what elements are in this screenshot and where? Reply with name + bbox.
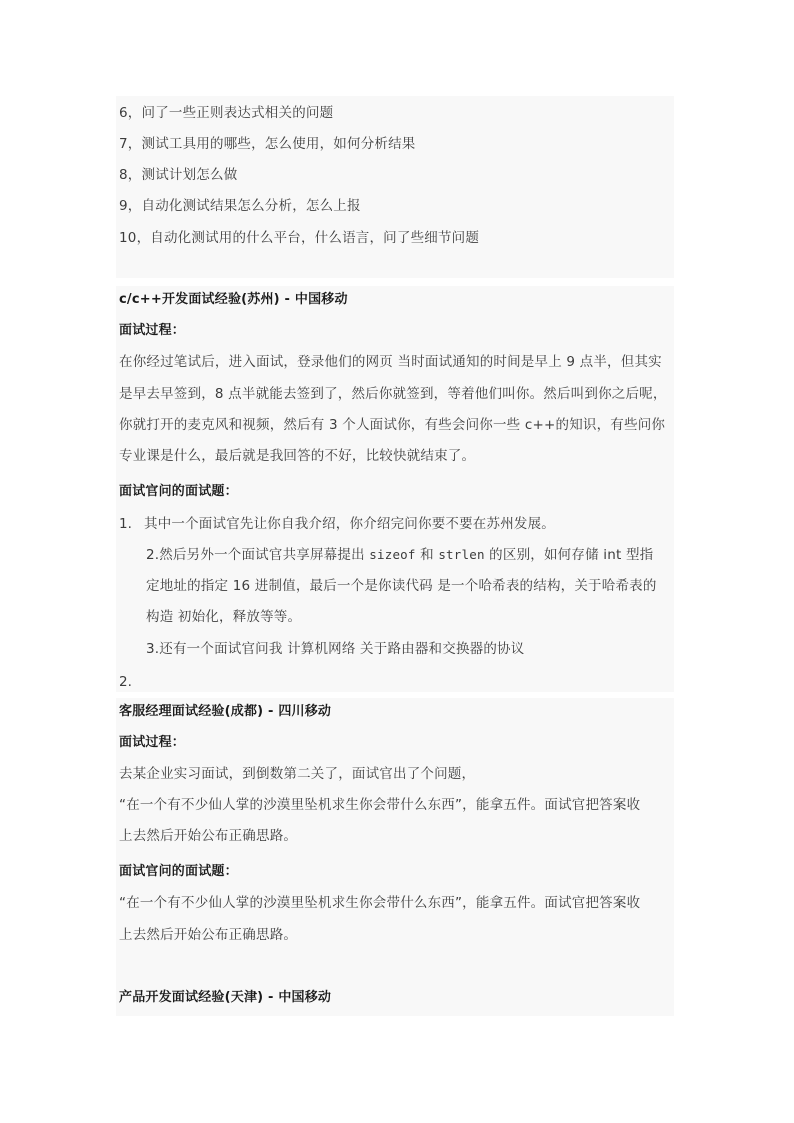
paragraph-line: 在你经过笔试后，进入面试，登录他们的网页 当时面试通知的时间是早上 9 点半，但其实 [119, 354, 662, 370]
list-number: 1. [119, 516, 132, 532]
question-text: 3.还有一个面试官问我 计算机网络 关于路由器和交换器的协议 [146, 641, 525, 657]
questions-heading: 面试官问的面试题： [119, 864, 238, 879]
section-title: c/c++开发面试经验(苏州) - 中国移动 [119, 292, 348, 307]
list-item: 9，自动化测试结果怎么分析，怎么上报 [119, 198, 361, 214]
paragraph-line: 上去然后开始公布正确思路。 [119, 828, 298, 844]
questions-heading: 面试官问的面试题： [119, 484, 238, 499]
process-heading: 面试过程： [119, 323, 186, 338]
process-heading: 面试过程： [119, 735, 186, 750]
list-item: 7，测试工具用的哪些，怎么使用，如何分析结果 [119, 136, 416, 152]
shaded-block-3 [116, 698, 674, 1016]
paragraph-line: 你就打开的麦克风和视频，然后有 3 个人面试你，有些会问你一些 c++的知识，有些问你 [119, 417, 666, 433]
section-title: 产品开发面试经验(天津) - 中国移动 [119, 990, 332, 1005]
question-text: 2.然后另外一个面试官共享屏幕提出 sizeof 和 strlen 的区别，如何存储 int 型指 [146, 547, 654, 563]
paragraph-line: 上去然后开始公布正确思路。 [119, 927, 298, 943]
list-number: 2. [119, 674, 132, 690]
paragraph-line: 去某企业实习面试，到倒数第二关了，面试官出了个问题， [119, 766, 476, 782]
question-text: 定地址的指定 16 进制值，最后一个是你读代码 是一个哈希表的结构，关于哈希表的 [146, 578, 657, 594]
shaded-block-1 [116, 96, 674, 278]
section-title: 客服经理面试经验(成都) - 四川移动 [119, 704, 332, 719]
list-item: 10，自动化测试用的什么平台，什么语言，问了些细节问题 [119, 230, 480, 246]
paragraph-line: 专业课是什么，最后就是我回答的不好，比较快就结束了。 [119, 448, 476, 464]
question-text: 构造 初始化，释放等等。 [146, 609, 302, 625]
paragraph-line: 是早去早签到，8 点半就能去签到了，然后你就签到，等着他们叫你。然后叫到你之后呢， [119, 386, 667, 402]
paragraph-line: “在一个有不少仙人掌的沙漠里坠机求生你会带什么东西”，能拿五件。面试官把答案收 [119, 797, 641, 813]
list-item: 8，测试计划怎么做 [119, 167, 238, 183]
list-item: 6，问了一些正则表达式相关的问题 [119, 105, 334, 121]
paragraph-line: “在一个有不少仙人掌的沙漠里坠机求生你会带什么东西”，能拿五件。面试官把答案收 [119, 895, 641, 911]
question-text: 其中一个面试官先让你自我介绍，你介绍完问你要不要在苏州发展。 [144, 516, 555, 532]
